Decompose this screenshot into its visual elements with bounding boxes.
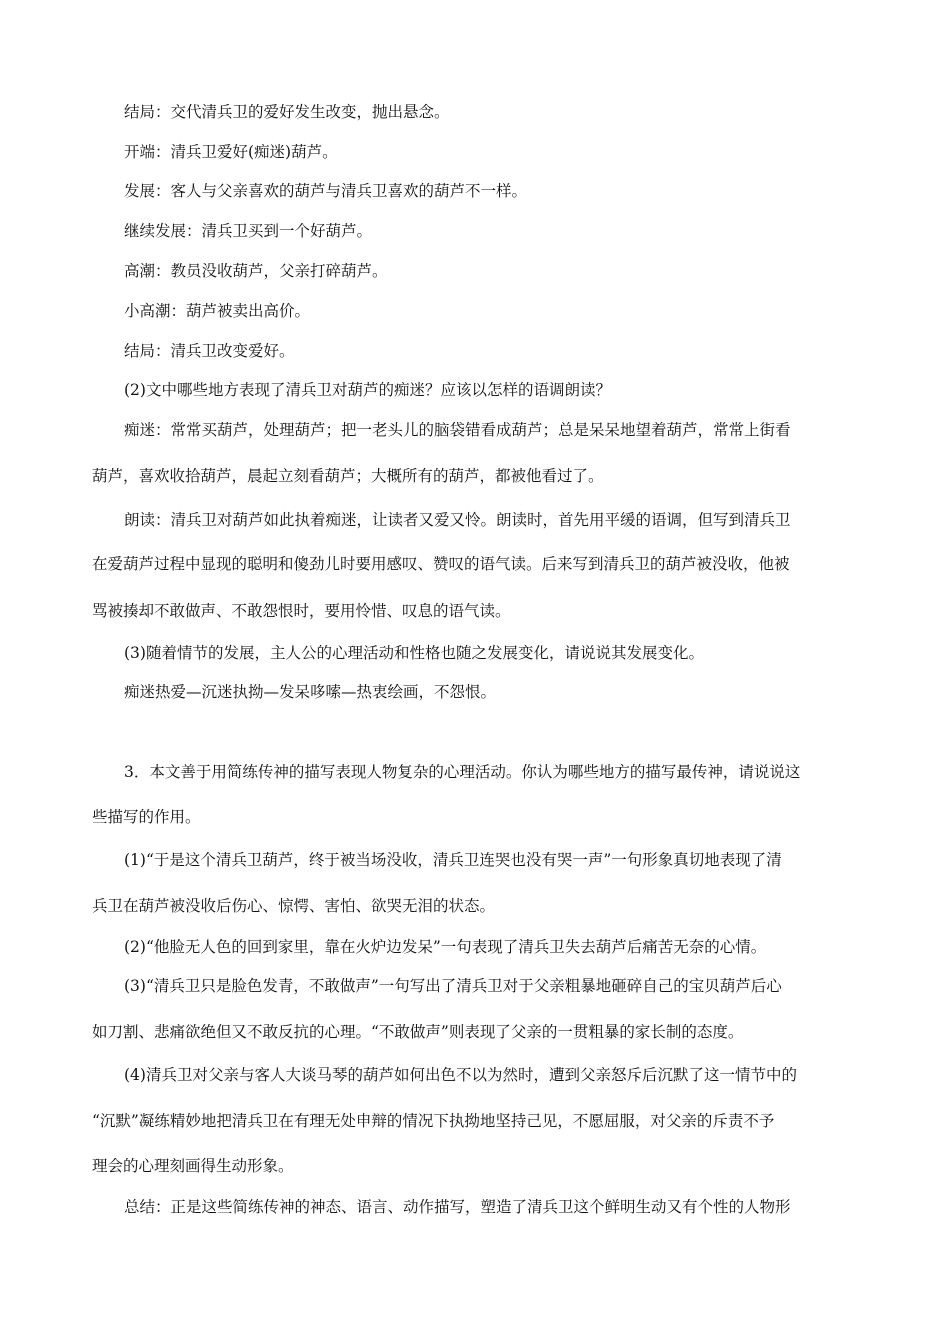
text-line: 高潮：教员没收葫芦，父亲打碎葫芦。 [124, 262, 388, 280]
text-line: (1)“于是这个清兵卫葫芦，终于被当场没收，清兵卫连哭也没有哭一声”一句形象真切地表现了清 [124, 851, 782, 869]
text-line: “沉默”凝练精妙地把清兵卫在有理无处申辩的情况下执拗地坚持己见，不愿屈服，对父亲的斥责不予 [92, 1112, 775, 1130]
text-line: (4)清兵卫对父亲与客人大谈马琴的葫芦如何出色不以为然时，遭到父亲怒斥后沉默了这一情节中的 [124, 1066, 797, 1084]
text-line: 痴迷热爱—沉迷执拗—发呆哆嗦—热衷绘画，不怨恨。 [124, 683, 497, 701]
text-line: (2)“他脸无人色的回到家里，靠在火炉边发呆”一句表现了清兵卫失去葫芦后痛苦无奈的心情。 [124, 938, 767, 956]
text-line: 兵卫在葫芦被没收后伤心、惊愕、害怕、欲哭无泪的状态。 [92, 897, 496, 915]
question-line: (3)随着情节的发展，主人公的心理活动和性格也随之发展变化，请说说其发展变化。 [124, 644, 704, 662]
text-line: 葫芦，喜欢收拾葫芦，晨起立刻看葫芦；大概所有的葫芦，都被他看过了。 [92, 467, 604, 485]
text-line: 些描写的作用。 [92, 808, 201, 826]
text-line: 结局：清兵卫改变爱好。 [124, 342, 295, 360]
text-line: 痴迷：常常买葫芦，处理葫芦；把一老头儿的脑袋错看成葫芦；总是呆呆地望着葫芦，常常上街看 [124, 421, 791, 439]
question-heading: 3．本文善于用简练传神的描写表现人物复杂的心理活动。你认为哪些地方的描写最传神，请说说这 [124, 763, 801, 781]
text-line: 朗读：清兵卫对葫芦如此执着痴迷，让读者又爱又怜。朗读时，首先用平缓的语调，但写到清兵卫 [124, 511, 791, 529]
text-line: 在爱葫芦过程中显现的聪明和傻劲儿时要用感叹、赞叹的语气读。后来写到清兵卫的葫芦被没收，他被 [92, 555, 790, 573]
text-line: 总结：正是这些简练传神的神态、语言、动作描写，塑造了清兵卫这个鲜明生动又有个性的人物形 [124, 1198, 791, 1216]
text-line: 骂被揍却不敢做声、不敢怨恨时，要用怜惜、叹息的语气读。 [92, 602, 511, 620]
text-line: 开端：清兵卫爱好(痴迷)葫芦。 [124, 143, 338, 161]
text-line: 如刀割、悲痛欲绝但又不敢反抗的心理。“不敢做声”则表现了父亲的一贯粗暴的家长制的态度。 [92, 1023, 744, 1041]
text-line: 发展：客人与父亲喜欢的葫芦与清兵卫喜欢的葫芦不一样。 [124, 182, 528, 200]
text-line: (3)“清兵卫只是脸色发青，不敢做声”一句写出了清兵卫对于父亲粗暴地砸碎自己的宝贝葫芦后心 [124, 977, 782, 995]
text-line: 继续发展：清兵卫买到一个好葫芦。 [124, 222, 373, 240]
text-line: 理会的心理刻画得生动形象。 [92, 1157, 294, 1175]
question-line: (2)文中哪些地方表现了清兵卫对葫芦的痴迷？应该以怎样的语调朗读？ [124, 381, 611, 399]
text-line: 结局：交代清兵卫的爱好发生改变，抛出悬念。 [124, 103, 450, 121]
text-line: 小高潮：葫芦被卖出高价。 [124, 302, 311, 320]
